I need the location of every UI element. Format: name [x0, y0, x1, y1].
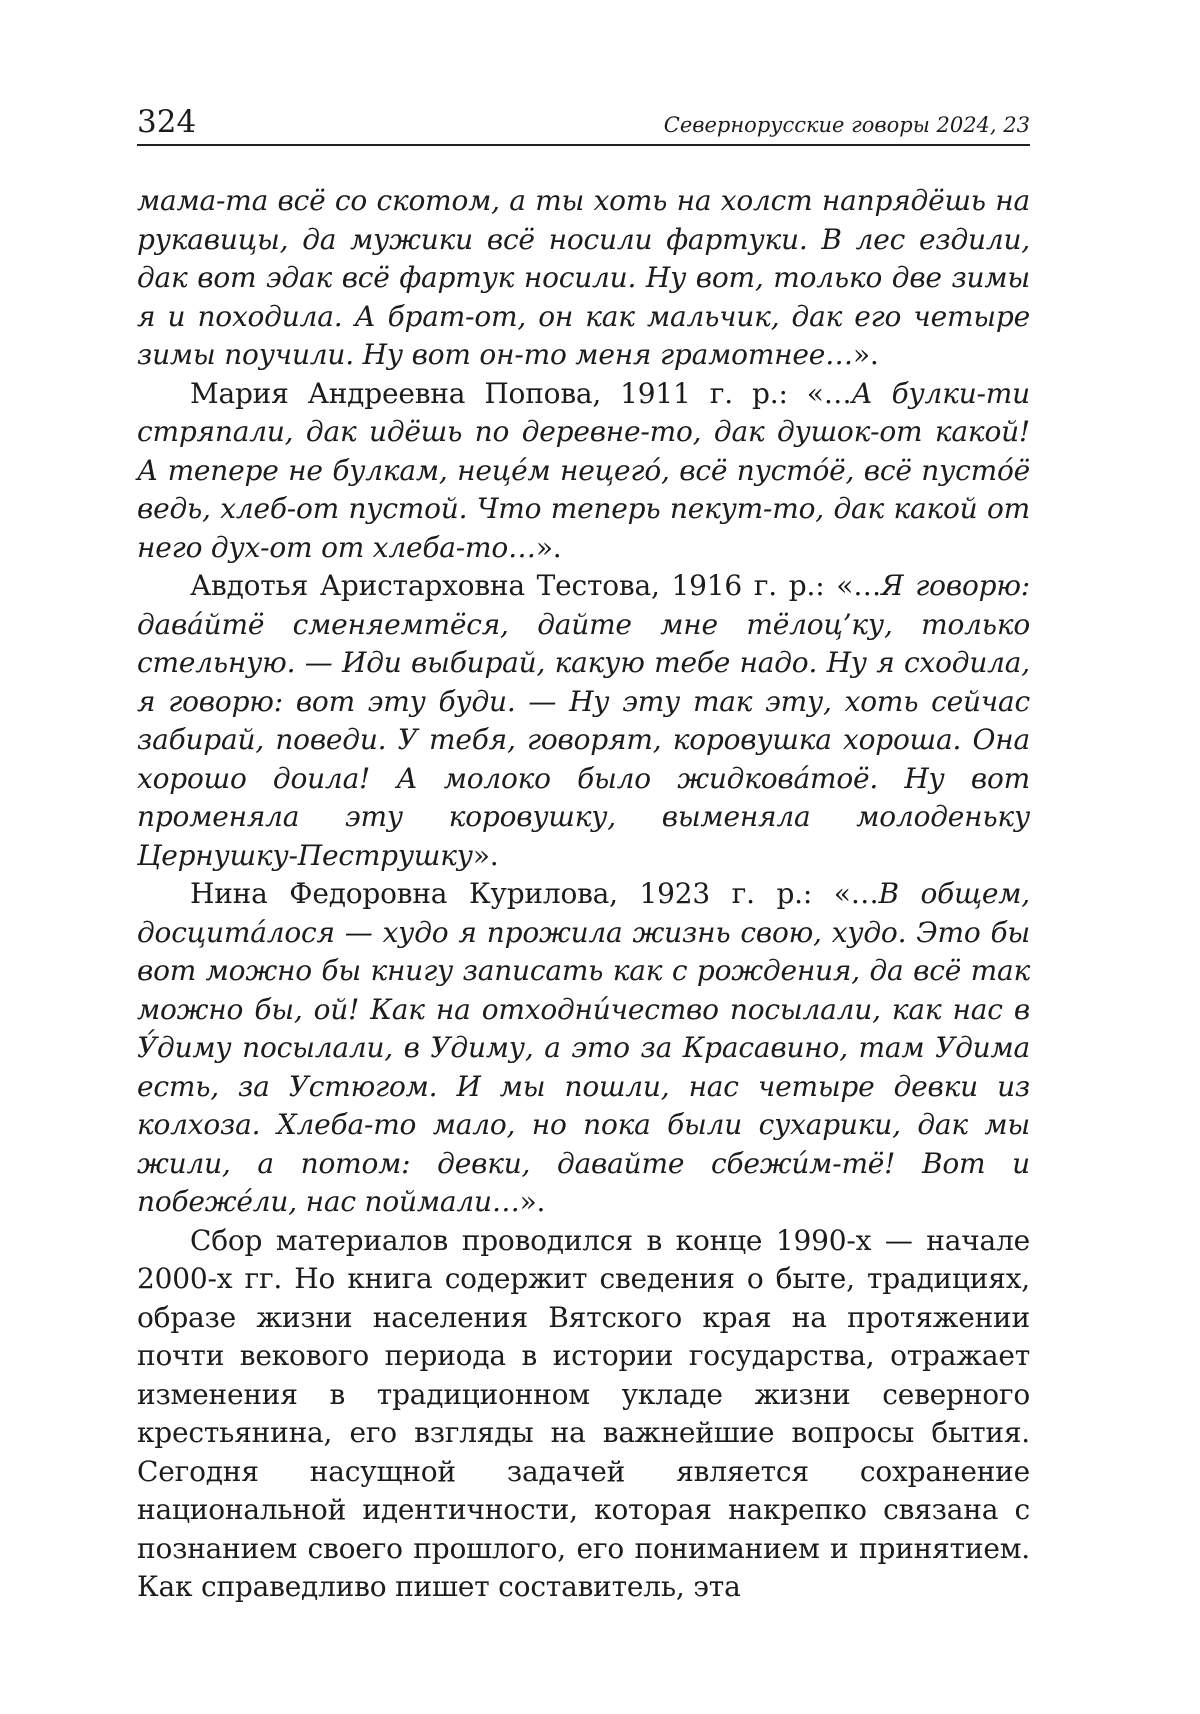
body-text: Сбор материалов проводился в конце 1990-х — начале 2000-х гг. Но книга содержит сведения о быте, традициях, образе жизни населения Вятского края на протяжении почти векового периода в истории государства, отражает изменения в традиционном укладе жизни северного крестьянина, его взгляды на важнейшие вопросы бытия. Сегодня насущной задачей является сохранение национальной идентичности, которая накрепко связана с познанием своего прошлого, его пониманием и принятием. Как справедливо пишет составитель, эта [137, 1223, 1030, 1603]
paragraph-kurilova [137, 875, 1030, 1222]
dialect-quote: Я говорю: дава́йтё сменяемтёся, дайте мне тёлоц’ку, только стельную. — Иди выбирай, какую тебе надо. Ну я сходила, я говорю: вот эту буди. — Ну эту так эту, хоть сейчас забирай, поведи. У тебя, говорят, коровушка хороша. Она хорошо доила! А молоко было жидкова́тоё. Ну вот променяла эту коровушку, выменяла молоденьку Цернушку-Пеструшку [137, 569, 1031, 872]
page-number: 324 [137, 104, 197, 140]
paragraph-commentary [137, 1222, 1030, 1607]
speaker-attribution: Мария Андреевна Попова, 1911 г. р.: «… [190, 376, 852, 410]
quote-close: ». [472, 838, 499, 872]
dialect-quote: мама-та всё со скотом, а ты хоть на холст напрядёшь на рукавицы, да мужики всё носили фартуки. В лес ездили, дак вот эдак всё фартук носили. Ну вот, только две зимы я и походила. А брат-от, он как мальчик, дак его четыре зимы поучили. Ну вот он-то меня грамотнее… [137, 184, 1030, 371]
speaker-attribution: Авдотья Аристарховна Тестова, 1916 г. р.: «… [190, 569, 881, 602]
dialect-quote: В общем, досцита́лося — худо я прожила жизнь свою, худо. Это бы вот можно бы книгу записать как с рождения, да всё так можно бы, ой! Как на отходни́чество посылали, как нас в У́диму посылали, в Удиму, а это за Красавино, там Удима есть, за Устюгом. И мы пошли, нас четыре девки из колхоза. Хлеба-то мало, но пока были сухарики, дак мы жили, а потом: девки, давайте сбежи́м-тё! Вот и побеже́ли, нас поймали… [137, 877, 1030, 1218]
dialect-quote: А булки-ти стряпали, дак идёшь по деревне-то, дак душок-от какой! А тепере не булкам, неце́м нецего́, всё пусто́ё, всё пусто́ё ведь, хлеб-от пустой. Что теперь пекут-то, дак какой от него дух-от от хлеба-то… [137, 376, 1030, 564]
quote-close: ». [519, 1185, 546, 1218]
quote-close: ». [852, 338, 879, 371]
running-title: Севернорусские говоры 2024, 23 [663, 113, 1030, 137]
quote-close: ». [535, 530, 562, 564]
paragraph-quote-continuation [137, 182, 1030, 375]
page-body [137, 182, 1030, 1607]
page-header [137, 100, 1030, 146]
speaker-attribution: Нина Федоровна Курилова, 1923 г. р.: «… [190, 877, 879, 910]
paragraph-testova [137, 567, 1030, 875]
paragraph-popova [137, 375, 1030, 568]
